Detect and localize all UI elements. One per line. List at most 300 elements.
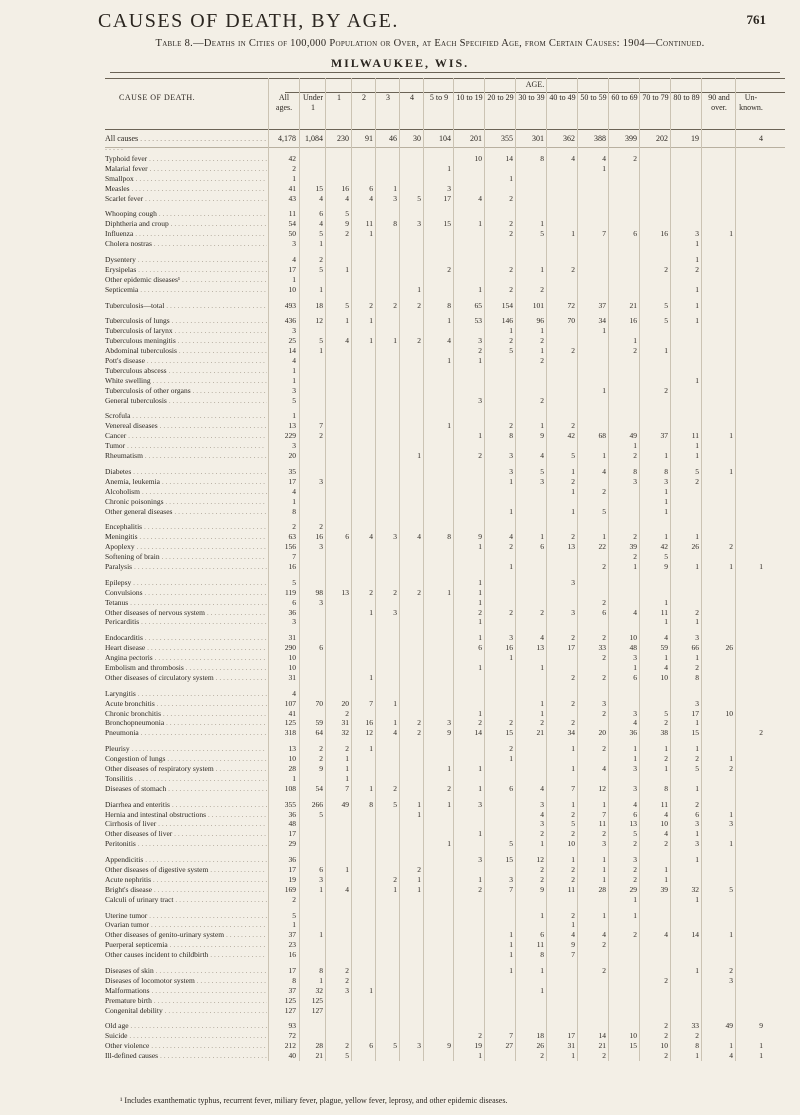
- cell-4: 1: [393, 698, 397, 708]
- cause-label: Uterine tumor . . .: [105, 911, 267, 921]
- page-header: [0, 0, 800, 78]
- cell-15: 1: [729, 466, 733, 476]
- cell-12: 10: [629, 633, 637, 643]
- table-row: [105, 578, 785, 588]
- table-row: [105, 326, 785, 336]
- cell-12: 1: [633, 336, 637, 346]
- column-header-15: 90 and over.: [708, 93, 730, 112]
- cell-13: 5: [664, 552, 668, 562]
- cell-3: 7: [369, 698, 373, 708]
- cell-11: 1: [602, 910, 606, 920]
- table-row: [105, 346, 785, 356]
- cell-9: 2: [540, 1051, 544, 1061]
- cell-0: 4,178: [278, 134, 296, 143]
- cell-0: 35: [288, 466, 296, 476]
- cell-5: 1: [417, 809, 421, 819]
- table-row: [105, 617, 785, 627]
- cause-label: Venereal diseases . . .: [105, 421, 267, 431]
- table-row: [105, 588, 785, 598]
- cell-6: 9: [447, 1041, 451, 1051]
- cell-0: 1: [292, 274, 296, 284]
- cell-10: 1: [571, 744, 575, 754]
- row-group: [105, 855, 785, 904]
- table-row: [105, 689, 785, 699]
- cell-12: 1: [633, 754, 637, 764]
- cell-10: 1: [571, 855, 575, 865]
- cell-6: 4: [447, 336, 451, 346]
- cell-10: 2: [571, 532, 575, 542]
- cell-4: 1: [393, 884, 397, 894]
- cell-15: 26: [725, 643, 733, 653]
- cell-1: 18: [315, 300, 323, 310]
- cell-7: 3: [478, 336, 482, 346]
- cell-10: 34: [567, 728, 575, 738]
- cell-8: 1: [509, 506, 513, 516]
- cell-6: 2: [447, 783, 451, 793]
- table-row: [105, 885, 785, 895]
- cell-10: 2: [571, 346, 575, 356]
- cell-11: 28: [598, 884, 606, 894]
- cell-10: 1: [571, 486, 575, 496]
- cell-2: 6: [345, 532, 349, 542]
- cell-10: 1: [571, 466, 575, 476]
- cell-0: 8: [292, 975, 296, 985]
- cell-12: 2: [633, 874, 637, 884]
- cell-2: 2: [345, 708, 349, 718]
- table-row: [105, 855, 785, 865]
- cell-10: 2: [571, 865, 575, 874]
- cell-14: 6: [695, 809, 699, 819]
- cause-label: Septicemia . . .: [105, 285, 267, 295]
- cause-label: Other general diseases . . .: [105, 507, 267, 517]
- cell-9: 8: [540, 950, 544, 960]
- cell-12: 6: [633, 229, 637, 239]
- cell-1: 12: [315, 316, 323, 326]
- table-row: [105, 875, 785, 885]
- table-row: [105, 663, 785, 673]
- table-row: [105, 819, 785, 829]
- cell-1: 2: [319, 431, 323, 441]
- table-row: [105, 930, 785, 940]
- cell-0: 436: [284, 316, 296, 326]
- cell-12: 4: [633, 607, 637, 617]
- cause-label: Diseases of stomach . . .: [105, 784, 267, 794]
- cell-9: 2: [540, 356, 544, 366]
- cell-5: 2: [417, 865, 421, 874]
- cell-1: 6: [319, 643, 323, 653]
- table-row: [105, 728, 785, 738]
- cell-0: 1: [292, 173, 296, 183]
- column-divider: [399, 78, 400, 1061]
- cell-1: 6: [319, 865, 323, 874]
- cell-12: 2: [633, 532, 637, 542]
- cause-label: Scrofula . . .: [105, 411, 267, 421]
- column-header-3: 2: [362, 93, 366, 102]
- cell-8: 16: [505, 643, 513, 653]
- cell-11: 7: [602, 809, 606, 819]
- row-group: [105, 966, 785, 1015]
- cell-9: 4: [540, 451, 544, 461]
- cell-3: 1: [369, 985, 373, 995]
- cell-10: 17: [567, 1031, 575, 1041]
- cell-12: 2: [633, 930, 637, 940]
- cell-12: 2: [633, 346, 637, 356]
- cell-9: 1: [540, 421, 544, 431]
- cause-label: Epilepsy . . .: [105, 578, 267, 588]
- cell-0: 37: [288, 930, 296, 940]
- row-group: [105, 800, 785, 849]
- cell-5: 2: [417, 718, 421, 728]
- table-row: [105, 467, 785, 477]
- cell-13: 2: [664, 1031, 668, 1041]
- cell-10: 2: [571, 874, 575, 884]
- cell-12: 1: [633, 910, 637, 920]
- cell-7: 3: [478, 855, 482, 865]
- table-row: [105, 209, 785, 219]
- cell-8: 2: [509, 744, 513, 754]
- cell-7: 1: [478, 783, 482, 793]
- cell-15: 5: [729, 884, 733, 894]
- cell-3: 1: [369, 316, 373, 326]
- row-group: [105, 744, 785, 793]
- cell-15: 1: [729, 229, 733, 239]
- cell-7: 3: [478, 799, 482, 809]
- cell-2: 16: [341, 183, 349, 193]
- cell-7: 65: [474, 300, 482, 310]
- cell-0: 43: [288, 193, 296, 203]
- table-row: [105, 784, 785, 794]
- cause-label: Other violence . . .: [105, 1041, 267, 1051]
- table-row: [105, 966, 785, 976]
- column-divider: [670, 78, 671, 1061]
- cell-5: 3: [417, 1041, 421, 1051]
- cell-15: 1: [729, 809, 733, 819]
- cause-label: Pleurisy . . .: [105, 744, 267, 754]
- cause-label: Diphtheria and croup . . .: [105, 219, 267, 229]
- cell-4: 3: [393, 193, 397, 203]
- cell-3: 11: [365, 219, 373, 229]
- cell-12: 1: [633, 662, 637, 672]
- cell-9: 1: [540, 326, 544, 336]
- cell-1: 3: [319, 542, 323, 552]
- table-row: [105, 911, 785, 921]
- cell-10: 1: [571, 763, 575, 773]
- cell-11: 2: [602, 672, 606, 682]
- cell-13: 42: [660, 542, 668, 552]
- cell-9: 3: [540, 819, 544, 829]
- cell-0: 16: [288, 950, 296, 960]
- row-group: [105, 578, 785, 627]
- cause-label: Influenza . . .: [105, 229, 267, 239]
- cause-label: Whooping cough . . .: [105, 209, 267, 219]
- cause-label: Suicide . . .: [105, 1031, 267, 1041]
- cell-9: 5: [540, 466, 544, 476]
- table-row: [105, 239, 785, 249]
- cause-label: Pneumonia . . .: [105, 728, 267, 738]
- table-header: [105, 78, 785, 130]
- cell-15: 1: [729, 431, 733, 441]
- cell-2: 2: [345, 1041, 349, 1051]
- cell-13: 5: [664, 708, 668, 718]
- cell-10: 2: [571, 264, 575, 274]
- table-row: [105, 839, 785, 849]
- cell-4: 8: [393, 219, 397, 229]
- cell-4: 2: [393, 783, 397, 793]
- row-group: [105, 689, 785, 738]
- cell-6: 8: [447, 532, 451, 542]
- cell-0: 4: [292, 356, 296, 366]
- cell-13: 8: [664, 783, 668, 793]
- table-row: [105, 477, 785, 487]
- table-row: [105, 633, 785, 643]
- cause-label: Apoplexy . . .: [105, 542, 267, 552]
- cell-12: 15: [629, 1041, 637, 1051]
- cell-11: 68: [598, 431, 606, 441]
- running-title: CAUSES OF DEATH, BY AGE.: [98, 10, 399, 32]
- table-row: [105, 1021, 785, 1031]
- cell-11: 3: [602, 839, 606, 849]
- cell-0: 127: [284, 1005, 296, 1015]
- cause-label: Tuberculosis of other organs . . .: [105, 386, 267, 396]
- cell-7: 1: [478, 617, 482, 627]
- cell-2: 230: [337, 134, 349, 143]
- cell-2: 4: [345, 336, 349, 346]
- cell-0: 23: [288, 940, 296, 950]
- table-row: [105, 184, 785, 194]
- column-divider: [299, 78, 300, 1061]
- table-row: [105, 552, 785, 562]
- age-column-header: AGE.: [285, 80, 785, 93]
- cell-12: 2: [633, 552, 637, 562]
- cell-5: 2: [417, 587, 421, 597]
- cause-label: Hernia and intestinal obstructions . . .: [105, 810, 267, 820]
- cell-13: 4: [664, 662, 668, 672]
- cell-7: 1: [478, 763, 482, 773]
- cause-label: Congestion of lungs . . .: [105, 754, 267, 764]
- cell-12: 1: [633, 894, 637, 904]
- cell-9: 2: [540, 865, 544, 874]
- cell-11: 6: [602, 607, 606, 617]
- cell-11: 21: [598, 1041, 606, 1051]
- cause-label: Chronic poisonings . . .: [105, 497, 267, 507]
- cell-14: 26: [691, 542, 699, 552]
- cell-6: 104: [439, 134, 451, 143]
- cell-2: 32: [341, 728, 349, 738]
- cell-11: 33: [598, 643, 606, 653]
- cell-1: 1: [319, 284, 323, 294]
- cell-14: 19: [691, 134, 699, 143]
- cell-13: 38: [660, 728, 668, 738]
- deaths-table: [105, 78, 785, 1061]
- cell-12: 3: [633, 653, 637, 663]
- cell-3: 1: [369, 336, 373, 346]
- cause-label: Acute bronchitis . . .: [105, 699, 267, 709]
- cell-6: 8: [447, 300, 451, 310]
- cell-14: 15: [691, 728, 699, 738]
- cell-1: 1: [319, 239, 323, 249]
- cell-5: 2: [417, 728, 421, 738]
- cell-4: 3: [393, 532, 397, 542]
- cell-6: 1: [447, 316, 451, 326]
- table-row: [105, 275, 785, 285]
- cell-7: 1: [478, 597, 482, 607]
- table-row: [105, 653, 785, 663]
- cell-0: 10: [288, 653, 296, 663]
- cell-14: 2: [695, 799, 699, 809]
- cell-9: 12: [536, 855, 544, 865]
- cell-4: 1: [393, 718, 397, 728]
- row-group: [105, 255, 785, 295]
- cell-13: 202: [656, 134, 668, 143]
- cell-13: 4: [664, 809, 668, 819]
- cell-3: 1: [369, 607, 373, 617]
- cell-6: 1: [447, 839, 451, 849]
- cell-16: 2: [759, 728, 763, 738]
- cell-7: 2: [478, 451, 482, 461]
- cell-12: 3: [633, 476, 637, 486]
- cell-8: 2: [509, 284, 513, 294]
- cell-11: 1: [602, 865, 606, 874]
- cell-11: 1: [602, 451, 606, 461]
- row-group: [105, 209, 785, 249]
- cell-13: 9: [664, 561, 668, 571]
- cell-0: 16: [288, 561, 296, 571]
- cell-13: 1: [664, 763, 668, 773]
- cell-7: 1: [478, 708, 482, 718]
- cell-0: 36: [288, 607, 296, 617]
- table-row: [105, 532, 785, 542]
- page-number: 761: [746, 12, 766, 27]
- cell-12: 6: [633, 672, 637, 682]
- cell-9: 1: [540, 532, 544, 542]
- cell-15: 2: [729, 763, 733, 773]
- cell-14: 8: [695, 1041, 699, 1051]
- cell-14: 17: [691, 708, 699, 718]
- table-row: [105, 1051, 785, 1061]
- cell-9: 9: [540, 431, 544, 441]
- column-header-5: 4: [410, 93, 414, 102]
- table-row: [105, 336, 785, 346]
- cell-9: 1: [540, 966, 544, 976]
- table-row: [105, 598, 785, 608]
- table-row: [105, 699, 785, 709]
- cell-6: 3: [447, 183, 451, 193]
- cause-label: Meningitis . . .: [105, 532, 267, 542]
- cell-4: 2: [393, 300, 397, 310]
- cell-12: 6: [633, 809, 637, 819]
- row-group: [105, 316, 785, 405]
- cell-0: 36: [288, 855, 296, 865]
- cell-11: 11: [598, 819, 606, 829]
- table-body: [105, 154, 785, 1061]
- table-row: [105, 316, 785, 326]
- cell-0: 11: [288, 209, 296, 219]
- cell-14: 1: [695, 284, 699, 294]
- cell-14: 1: [695, 441, 699, 451]
- cause-label: Pericarditis . . .: [105, 617, 267, 627]
- cell-1: 16: [315, 532, 323, 542]
- cell-6: 1: [447, 763, 451, 773]
- table-row: [105, 1006, 785, 1016]
- cell-8: 2: [509, 421, 513, 431]
- column-divider: [608, 78, 609, 1061]
- cell-9: 4: [540, 783, 544, 793]
- cell-7: 2: [478, 718, 482, 728]
- column-header-2: 1: [337, 93, 341, 102]
- cell-16: 1: [759, 1051, 763, 1061]
- cell-9: 21: [536, 728, 544, 738]
- cell-14: 1: [695, 966, 699, 976]
- cell-12: 5: [633, 829, 637, 839]
- cell-2: 1: [345, 763, 349, 773]
- cell-11: 12: [598, 783, 606, 793]
- cell-0: 5: [292, 910, 296, 920]
- cell-11: 4: [602, 154, 606, 163]
- cell-11: 2: [602, 829, 606, 839]
- cell-10: 3: [571, 577, 575, 587]
- cell-10: 1: [571, 1051, 575, 1061]
- cause-label: Ill-defined causes . . .: [105, 1051, 267, 1061]
- cell-9: 96: [536, 316, 544, 326]
- cell-0: 119: [285, 587, 296, 597]
- cell-10: 9: [571, 940, 575, 950]
- cell-0: 2: [292, 894, 296, 904]
- cell-0: 8: [292, 506, 296, 516]
- cell-12: 2: [633, 865, 637, 874]
- cell-2: 3: [345, 985, 349, 995]
- cell-16: 4: [759, 134, 763, 143]
- cell-2: 4: [345, 193, 349, 203]
- cell-8: 15: [505, 728, 513, 738]
- cell-3: 91: [365, 134, 373, 143]
- cell-2: 9: [345, 219, 349, 229]
- cell-8: 1: [509, 966, 513, 976]
- cause-label: Malformations . . .: [105, 986, 267, 996]
- cell-12: 8: [633, 466, 637, 476]
- cause-label: Other epidemic diseases¹ . . .: [105, 275, 267, 285]
- cell-4: 3: [393, 607, 397, 617]
- cell-7: 10: [474, 154, 482, 163]
- cell-13: 2: [664, 754, 668, 764]
- cause-label: Cirrhosis of liver . . .: [105, 819, 267, 829]
- cause-label: Other diseases of nervous system . . .: [105, 608, 267, 618]
- cause-label: Tetanus . . .: [105, 598, 267, 608]
- cell-13: 2: [664, 385, 668, 395]
- cause-label: Laryngitis . . .: [105, 689, 267, 699]
- cause-label: Tumor . . .: [105, 441, 267, 451]
- cell-5: 30: [413, 134, 421, 143]
- column-header-1: Under 1: [303, 93, 323, 112]
- cell-0: 2: [292, 522, 296, 532]
- cell-0: 108: [284, 783, 296, 793]
- table-row: [105, 285, 785, 295]
- cause-label: Tuberculosis—total . . .: [105, 301, 267, 311]
- cell-6: 2: [447, 264, 451, 274]
- cause-label: Abdominal tuberculosis . . .: [105, 346, 267, 356]
- cell-13: 2: [664, 1051, 668, 1061]
- cell-0: 17: [288, 264, 296, 274]
- cell-12: 21: [629, 300, 637, 310]
- cell-2: 1: [345, 316, 349, 326]
- cell-7: 1: [478, 284, 482, 294]
- table-row: [105, 376, 785, 386]
- cause-label: Dysentery . . .: [105, 255, 267, 265]
- city-heading: MILWAUKEE, WIS.: [330, 56, 470, 70]
- cell-1: 7: [319, 421, 323, 431]
- cell-11: 34: [598, 316, 606, 326]
- cell-0: 41: [288, 183, 296, 193]
- cell-1: 1: [319, 975, 323, 985]
